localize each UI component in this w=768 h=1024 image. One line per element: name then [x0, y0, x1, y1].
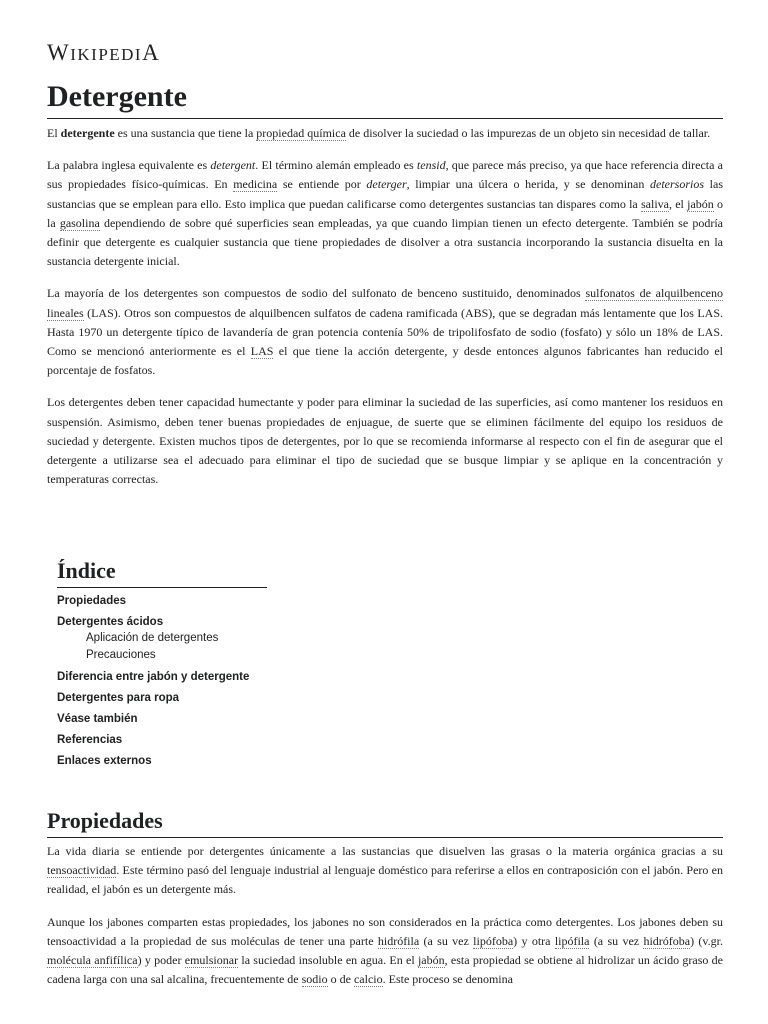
italic-term: detersorios — [650, 177, 705, 192]
toc-item[interactable]: Véase también — [57, 713, 138, 725]
toc-item[interactable]: Propiedades — [57, 595, 127, 607]
text-run: el que tiene la acción detergente, y desde entonces algunos fabricantes han reducido el porcentaje de fosfatos. — [47, 344, 723, 378]
text-run: , esta propiedad se obtiene al hidrolizar un ácido graso de cadena larga con una sal alcalina, frecuentemente de — [47, 953, 723, 987]
article-link[interactable]: LAS — [250, 344, 274, 359]
text-run: o de — [327, 972, 354, 987]
table-of-contents — [57, 556, 267, 775]
article-link[interactable]: sodio — [301, 972, 328, 987]
text-run: La mayoría de los detergentes son compuestos de sodio del sulfonato de benceno sustituido, denominados — [47, 286, 586, 301]
text-run: (a su vez — [589, 933, 644, 948]
text-run: ) y poder — [137, 953, 185, 968]
toc-item[interactable]: Detergentes para ropa — [57, 692, 180, 704]
text-run: . Este proceso se denomina — [382, 972, 513, 987]
wikipedia-logo[interactable]: WIKIPEDIA — [47, 40, 161, 65]
text-run: es una sustancia que tiene la — [114, 126, 257, 140]
text-run: , limpiar una úlcera o herida, y se denominan — [406, 177, 651, 192]
article-link[interactable]: gasolina — [59, 215, 100, 230]
text-run: las sustancias que se emplean para ello. Esto implica que puedan calificarse como detergentes sustancias tan dispares como la — [47, 177, 723, 211]
text-run: , que parece más preciso, ya que hace referencia directa a sus propiedades físico-químicas. En — [47, 158, 723, 192]
paragraph — [47, 284, 723, 380]
page-title: Detergente — [47, 78, 723, 119]
article-link[interactable]: propiedad química — [256, 126, 346, 140]
text-run: . Este término pasó del lenguaje industrial al lenguaje doméstico para referirse a ellos en contraposición con el jabón. Pero en realidad, el jabón es un detergente más. — [47, 863, 723, 897]
italic-term: detergent — [210, 158, 256, 173]
text-run: se entiende por — [277, 177, 367, 192]
article-link[interactable]: emulsionar — [184, 953, 239, 968]
text-run: o la — [47, 196, 724, 230]
paragraph — [47, 156, 723, 271]
text-run: , el — [668, 196, 688, 211]
toc-item[interactable]: Precauciones — [86, 649, 156, 661]
paragraph — [47, 393, 723, 489]
italic-term: tensid — [416, 158, 446, 173]
text-run: Aunque los jabones comparten estas propiedades, los jabones no son considerados en la práctica como detergentes. Los jabones deben su tensoactividad a la propiedad de sus moléculas de tener una parte — [47, 914, 723, 948]
text-run: ) y otra — [513, 933, 555, 948]
article-link[interactable]: medicina — [233, 177, 278, 192]
article-link[interactable]: lipófila — [554, 933, 590, 948]
propiedades-section — [47, 842, 723, 1002]
bold-term: detergente — [60, 126, 115, 140]
article-link[interactable]: jabón — [417, 953, 445, 968]
intro-section — [47, 124, 723, 502]
article-link[interactable]: jabón — [687, 196, 714, 211]
article-link[interactable]: sulfonatos de alquilbenceno lineales — [47, 286, 723, 320]
article-link[interactable]: hidrófila — [377, 933, 420, 948]
toc-item[interactable]: Aplicación de detergentes — [86, 632, 219, 644]
text-run: La vida diaria se entiende por detergentes únicamente a las sustancias que disuelven las grasas o la materia orgánica gracias a su — [47, 844, 723, 858]
paragraph — [47, 124, 723, 143]
article-link[interactable]: saliva — [640, 196, 669, 211]
article-link[interactable]: lipófoba — [473, 933, 514, 948]
toc-item[interactable]: Referencias — [57, 734, 123, 746]
text-run: El — [47, 126, 61, 140]
paragraph — [47, 842, 723, 900]
text-run: (a su vez — [419, 933, 474, 948]
italic-term: deterger — [366, 177, 407, 192]
toc-list — [57, 594, 267, 769]
article-link[interactable]: hidrófoba — [643, 933, 691, 948]
text-run: La palabra inglesa equivalente es — [47, 158, 211, 173]
text-run: la suciedad insoluble en agua. En el — [238, 953, 418, 968]
text-run: de disolver la suciedad o las impurezas de un objeto sin necesidad de tallar. — [345, 126, 711, 140]
toc-item[interactable]: Diferencia entre jabón y detergente — [57, 671, 250, 683]
article-link[interactable]: calcio — [353, 972, 383, 987]
toc-item[interactable]: Enlaces externos — [57, 755, 152, 767]
article-link[interactable]: tensoactividad — [47, 863, 117, 878]
text-run: (LAS). Otros son compuestos de alquilbencen sulfatos de cadena ramificada (ABS), que se degradan más lentamente que los LAS. Hasta 1970 un detergente típico de lavandería de gran potencia contenía 50% de tripolifosfato de sodio (fosfato) y sólo un 18% de LAS. Como se mencionó anteriormente es el — [47, 305, 723, 359]
article-link[interactable]: molécula anfifílica — [47, 953, 138, 968]
toc-item[interactable]: Detergentes ácidos — [57, 616, 164, 628]
text-run: . El término alemán empleado es — [255, 158, 417, 173]
toc-heading: Índice — [57, 556, 267, 588]
text-run: dependiendo de sobre qué superficies sean empleadas, ya que cuando limpian tienen un efecto detergente. También se podría definir que detergente es cualquier sustancia que tiene propiedades de disolver a otra sustancia incorporando la sustancia disuelta en la sustancia detergente inicial. — [47, 215, 723, 269]
paragraph — [47, 913, 723, 990]
text-run: Los detergentes deben tener capacidad humectante y poder para eliminar la suciedad de las superficies, así como mantener los residuos en suspensión. Asimismo, deben tener buenas propiedades de enjuague, de suerte que se eliminen fácilmente del equipo los residuos de suciedad y detergente. Existen muchos tipos de detergentes, por lo que se recomienda informarse al respecto con el fin de asegurar que el detergente a utilizarse sea el adecuado para eliminar el tipo de suciedad que se busque limpiar y se aplique en la concentración y temperaturas correctas. — [47, 395, 723, 487]
section-heading-propiedades: Propiedades — [47, 806, 723, 838]
text-run: ) (v.gr. — [690, 933, 723, 948]
